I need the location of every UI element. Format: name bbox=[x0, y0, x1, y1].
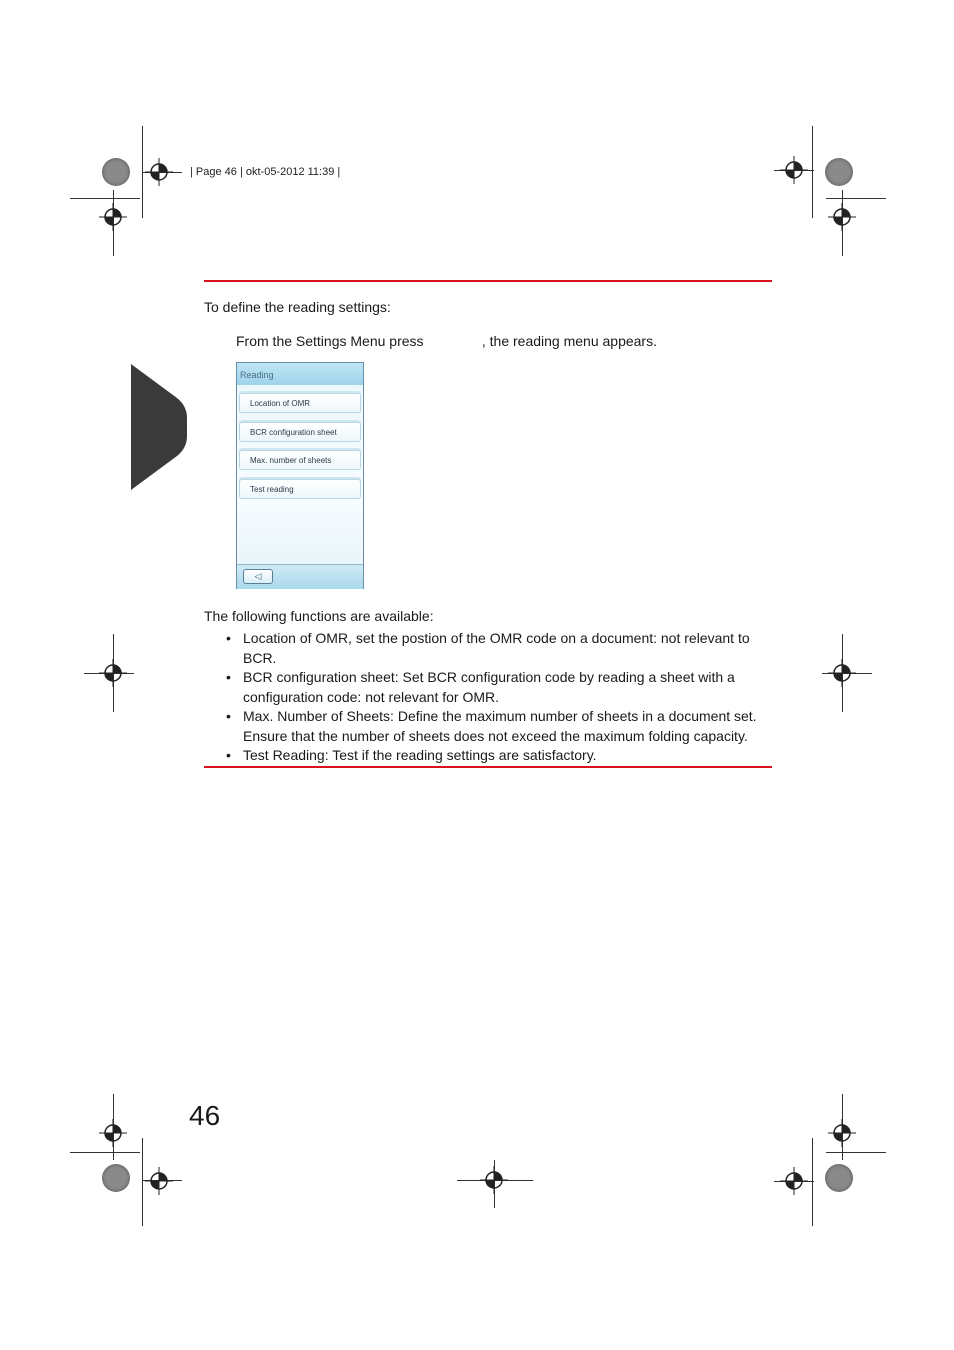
crosshair-icon bbox=[99, 203, 127, 231]
list-item: • Test Reading: Test if the reading settings are satisfactory. bbox=[226, 746, 786, 766]
print-header-info: | Page 46 | okt-05-2012 11:39 | bbox=[190, 166, 341, 178]
crosshair-icon bbox=[780, 156, 808, 184]
crosshair-icon bbox=[99, 1119, 127, 1147]
menu-item-max-number-of-sheets[interactable]: Max. number of sheets bbox=[239, 450, 361, 470]
crosshair-icon bbox=[828, 659, 856, 687]
screen-footer bbox=[237, 564, 363, 589]
bottom-divider bbox=[204, 766, 772, 768]
list-item: • BCR configuration sheet: Set BCR configuration code by reading a sheet with a configuration code: not relevant for OMR. bbox=[226, 669, 735, 705]
registration-dot bbox=[825, 158, 853, 186]
crosshair-icon bbox=[145, 158, 173, 186]
crosshair-icon bbox=[828, 1119, 856, 1147]
list-item: • Max. Number of Sheets: Define the maximum number of sheets in a document set. Ensure that the number of sheets does not exceed the maximum folding capacity. bbox=[226, 708, 757, 744]
crosshair-icon bbox=[99, 659, 127, 687]
chapter-tab-icon bbox=[131, 364, 191, 490]
menu-item-location-of-omr[interactable]: Location of OMR bbox=[239, 393, 361, 413]
reading-menu-screen bbox=[236, 362, 364, 589]
menu-item-bcr-configuration-sheet[interactable]: BCR configuration sheet bbox=[239, 422, 361, 442]
registration-dot bbox=[825, 1164, 853, 1192]
list-item: • Location of OMR, set the postion of the OMR code on a document: not relevant to BCR. bbox=[226, 630, 750, 666]
functions-list bbox=[226, 629, 786, 766]
registration-dot bbox=[102, 158, 130, 186]
registration-dot bbox=[102, 1164, 130, 1192]
bullet-icon: • bbox=[226, 630, 231, 646]
crosshair-icon bbox=[145, 1167, 173, 1195]
top-divider bbox=[204, 280, 772, 282]
bullet-icon: • bbox=[226, 747, 231, 763]
crosshair-icon bbox=[780, 1167, 808, 1195]
functions-intro: The following functions are available: bbox=[204, 608, 434, 624]
screen-title: Reading bbox=[237, 363, 363, 385]
back-arrow-icon: ◁ bbox=[254, 571, 262, 581]
crosshair-icon bbox=[480, 1166, 508, 1194]
bullet-icon: • bbox=[226, 708, 231, 724]
bullet-icon: • bbox=[226, 669, 231, 685]
step-text: From the Settings Menu press , the reading menu appears. bbox=[236, 333, 657, 349]
crosshair-icon bbox=[828, 203, 856, 231]
menu-item-test-reading[interactable]: Test reading bbox=[239, 479, 361, 499]
intro-text: To define the reading settings: bbox=[204, 299, 391, 315]
back-button[interactable] bbox=[243, 569, 273, 584]
page-number: 46 bbox=[189, 1100, 221, 1131]
